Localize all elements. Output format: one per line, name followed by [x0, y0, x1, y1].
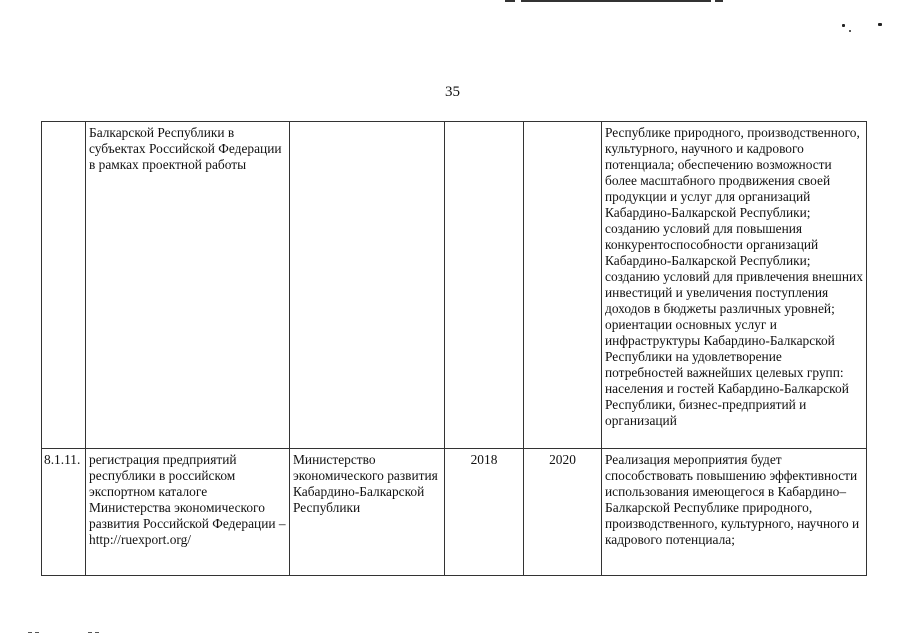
end-year-cell: 2020 — [524, 449, 602, 576]
executor-cell: Министерство экономического развития Кабардино-Балкарской Республики — [290, 449, 445, 576]
start-year-cell — [445, 122, 524, 449]
measures-table — [41, 121, 867, 576]
row-number-cell: 8.1.11. — [42, 449, 86, 576]
row-number-cell — [42, 122, 86, 449]
scan-speck — [878, 23, 882, 26]
measure-name-cell: Балкарской Республики в субъектах Российской Федерации в рамках проектной работы — [86, 122, 290, 449]
scan-artifact-top — [505, 0, 725, 3]
page-number: 35 — [445, 84, 460, 100]
scan-speck — [849, 30, 851, 32]
table-row — [42, 449, 867, 576]
scan-speck — [842, 24, 845, 27]
expected-result-cell: Реализация мероприятия будет способствовать повышению эффективности использования имеющегося в Кабардино–Балкарской Республике природного, производственного, культурного, научного и кадрового потенциала; — [602, 449, 867, 576]
scan-artifact-bottom — [28, 632, 128, 636]
end-year-cell — [524, 122, 602, 449]
executor-cell — [290, 122, 445, 449]
start-year-cell: 2018 — [445, 449, 524, 576]
expected-result-cell: Республике природного, производственного, культурного, научного и кадрового потенциала; обеспечению возможности более масштабного продвижения своей продукции и услуг для организаций Кабардино-Балкарской Республики; созданию условий для повышения конкурентоспособности организаций Кабардино-Балкарской Республики; созданию условий для привлечения внешних инвестиций и увеличения поступления доходов в бюджеты различных уровней; ориентации основных услуг и инфраструктуры Кабардино-Балкарской Республики на удовлетворение потребностей важнейших целевых групп: населения и гостей Кабардино-Балкарской Республики, бизнес-предприятий и организаций — [602, 122, 867, 449]
measure-name-cell: регистрация предприятий республики в российском экспортном каталоге Министерства экономического развития Российской Федерации – http://ruexport.org/ — [86, 449, 290, 576]
table-row — [42, 122, 867, 449]
